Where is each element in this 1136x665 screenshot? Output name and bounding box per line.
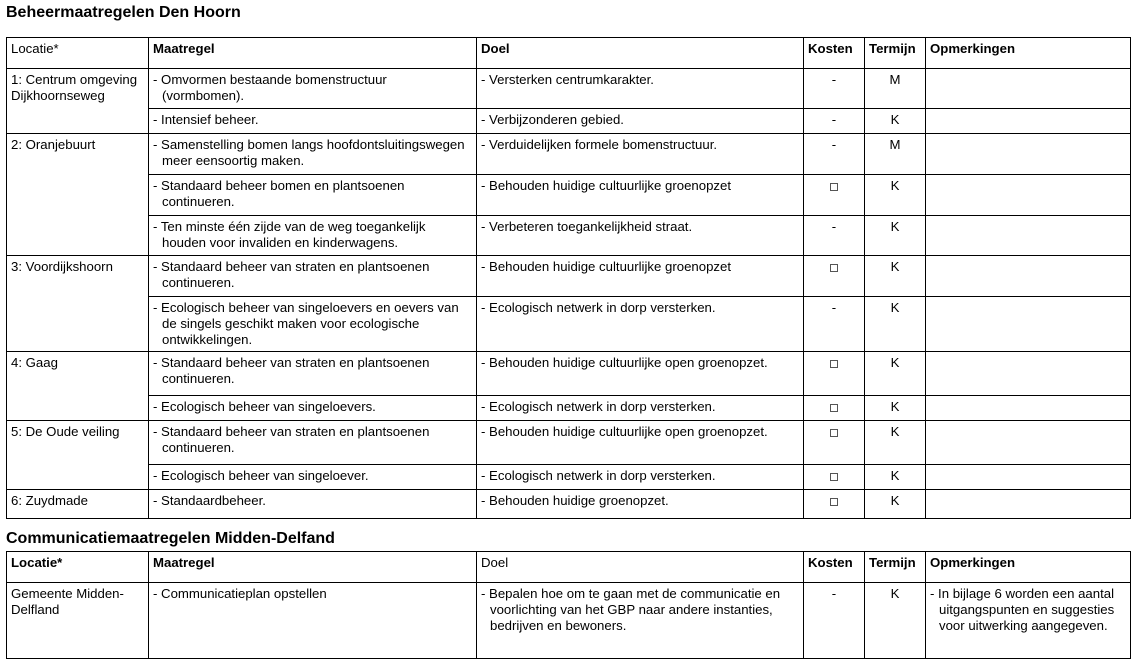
doel-cell: [477, 134, 804, 175]
maatregel-cell: [149, 69, 477, 109]
maatregel-cell: [149, 490, 477, 519]
opmerkingen-cell: [926, 256, 1131, 297]
doel-cell: [477, 465, 804, 490]
opmerkingen-cell: [926, 352, 1131, 396]
locatie-cell: 6: Zuydmade: [7, 490, 149, 519]
header-doel: Doel: [477, 552, 804, 583]
doel-cell: [477, 583, 804, 659]
termijn-cell: K: [865, 297, 926, 352]
header-kosten: Kosten: [804, 552, 865, 583]
maatregel-cell-text: - Ecologisch beheer van singeloever.: [153, 468, 369, 483]
opmerkingen-cell-text: - In bijlage 6 worden een aantal uitgangspunten en suggesties voor uitwerking aangegeven.: [930, 586, 1115, 633]
doel-cell: [477, 109, 804, 134]
locatie-cell: Gemeente Midden-Delfland: [7, 583, 149, 659]
table-row: [7, 490, 1131, 519]
locatie-cell: 5: De Oude veiling: [7, 421, 149, 490]
termijn-cell: K: [865, 216, 926, 256]
termijn-cell: K: [865, 352, 926, 396]
doel-cell: [477, 297, 804, 352]
checkbox-square-icon: [830, 473, 838, 481]
maatregel-cell: [149, 216, 477, 256]
table-row: [7, 297, 1131, 352]
header-termijn: Termijn: [865, 552, 926, 583]
maatregel-cell: [149, 396, 477, 421]
doel-cell-text: - Behouden huidige groenopzet.: [481, 493, 669, 508]
maatregel-cell-text: - Communicatieplan opstellen: [153, 586, 327, 601]
checkbox-square-icon: [830, 498, 838, 506]
opmerkingen-cell: [926, 134, 1131, 175]
termijn-cell: K: [865, 490, 926, 519]
kosten-cell: -: [804, 134, 865, 175]
table-row: [7, 134, 1131, 175]
maatregel-cell-text: - Samenstelling bomen langs hoofdontsluitingswegen meer eensoortig maken.: [153, 137, 465, 168]
kosten-cell: [804, 396, 865, 421]
table-row: [7, 583, 1131, 659]
table-row: [7, 256, 1131, 297]
checkbox-square-icon: [830, 429, 838, 437]
doel-cell: [477, 69, 804, 109]
table-row: [7, 109, 1131, 134]
termijn-cell: K: [865, 421, 926, 465]
header-kosten: Kosten: [804, 38, 865, 69]
kosten-cell: [804, 175, 865, 216]
table-row: [7, 352, 1131, 396]
doel-cell-text: - Ecologisch netwerk in dorp versterken.: [481, 468, 716, 483]
opmerkingen-cell: [926, 216, 1131, 256]
doel-cell-text: - Versterken centrumkarakter.: [481, 72, 654, 87]
doel-cell-text: - Ecologisch netwerk in dorp versterken.: [481, 300, 716, 315]
doel-cell-text: - Bepalen hoe om te gaan met de communicatie en voorlichting van het GBP naar andere instanties, bedrijven en bewoners.: [481, 586, 781, 633]
termijn-cell: K: [865, 583, 926, 659]
termijn-cell: M: [865, 134, 926, 175]
maatregel-cell-text: - Standaard beheer van straten en plantsoenen continueren.: [153, 424, 430, 455]
doel-cell-text: - Behouden huidige cultuurlijke groenopzet: [481, 259, 732, 274]
section-title-communicatiemaatregelen: Communicatiemaatregelen Midden-Delfand: [6, 530, 335, 547]
header-opmerkingen: Opmerkingen: [926, 38, 1131, 69]
termijn-cell: K: [865, 256, 926, 297]
maatregel-cell: [149, 134, 477, 175]
maatregel-cell: [149, 256, 477, 297]
maatregel-cell-text: - Standaard beheer van straten en plantsoenen continueren.: [153, 259, 430, 290]
doel-cell: [477, 421, 804, 465]
maatregel-cell-text: - Ecologisch beheer van singeloevers.: [153, 399, 376, 414]
kosten-cell: -: [804, 216, 865, 256]
termijn-cell: K: [865, 109, 926, 134]
maatregel-cell: [149, 109, 477, 134]
table-row: [7, 396, 1131, 421]
opmerkingen-cell: [926, 297, 1131, 352]
termijn-cell: K: [865, 175, 926, 216]
header-maatregel: Maatregel: [149, 38, 477, 69]
maatregel-cell-text: - Standaard beheer bomen en plantsoenen continueren.: [153, 178, 405, 209]
checkbox-square-icon: [830, 360, 838, 368]
kosten-cell: -: [804, 583, 865, 659]
kosten-cell: -: [804, 69, 865, 109]
opmerkingen-cell: [926, 396, 1131, 421]
maatregel-cell: [149, 175, 477, 216]
kosten-cell: -: [804, 109, 865, 134]
maatregel-cell: [149, 583, 477, 659]
table-row: [7, 421, 1131, 465]
locatie-cell: 4: Gaag: [7, 352, 149, 421]
kosten-cell: [804, 352, 865, 396]
table-row: [7, 175, 1131, 216]
maatregel-cell-text: - Ten minste één zijde van de weg toegankelijk houden voor invaliden en kinderwagens.: [153, 219, 426, 250]
doel-cell: [477, 216, 804, 256]
doel-cell-text: - Behouden huidige cultuurlijke open groenopzet.: [481, 424, 768, 439]
header-maatregel: Maatregel: [149, 552, 477, 583]
doel-cell: [477, 490, 804, 519]
opmerkingen-cell: [926, 109, 1131, 134]
table-row: [7, 216, 1131, 256]
doel-cell-text: - Verbijzonderen gebied.: [481, 112, 624, 127]
table-row: [7, 465, 1131, 490]
checkbox-square-icon: [830, 404, 838, 412]
kosten-cell: [804, 421, 865, 465]
communicatiemaatregelen-table: [6, 551, 1131, 659]
section-title-beheermaatregelen: Beheermaatregelen Den Hoorn: [6, 4, 241, 21]
kosten-cell: -: [804, 297, 865, 352]
maatregel-cell-text: - Ecologisch beheer van singeloevers en oevers van de singels geschikt maken voor ecologische ontwikkelingen.: [153, 300, 459, 347]
opmerkingen-cell: [926, 465, 1131, 490]
maatregel-cell: [149, 297, 477, 352]
header-opmerkingen: Opmerkingen: [926, 552, 1131, 583]
locatie-cell: 2: Oranjebuurt: [7, 134, 149, 256]
beheermaatregelen-table: [6, 37, 1131, 519]
opmerkingen-cell: [926, 490, 1131, 519]
opmerkingen-cell: [926, 175, 1131, 216]
maatregel-cell-text: - Omvormen bestaande bomenstructuur (vormbomen).: [153, 72, 387, 103]
table-header-row: [7, 38, 1131, 69]
kosten-cell: [804, 256, 865, 297]
table-row: [7, 69, 1131, 109]
termijn-cell: M: [865, 69, 926, 109]
doel-cell: [477, 396, 804, 421]
doel-cell: [477, 175, 804, 216]
doel-cell-text: - Verduidelijken formele bomenstructuur.: [481, 137, 718, 152]
locatie-cell: 1: Centrum omgeving Dijkhoornseweg: [7, 69, 149, 134]
header-locatie: Locatie*: [7, 38, 149, 69]
maatregel-cell-text: - Standaardbeheer.: [153, 493, 266, 508]
header-termijn: Termijn: [865, 38, 926, 69]
doel-cell-text: - Verbeteren toegankelijkheid straat.: [481, 219, 693, 234]
table-header-row: [7, 552, 1131, 583]
doel-cell: [477, 256, 804, 297]
maatregel-cell: [149, 352, 477, 396]
opmerkingen-cell: [926, 583, 1131, 659]
doel-cell-text: - Ecologisch netwerk in dorp versterken.: [481, 399, 716, 414]
header-locatie: Locatie*: [7, 552, 149, 583]
kosten-cell: [804, 490, 865, 519]
checkbox-square-icon: [830, 264, 838, 272]
maatregel-cell: [149, 421, 477, 465]
doel-cell: [477, 352, 804, 396]
opmerkingen-cell: [926, 421, 1131, 465]
locatie-cell: 3: Voordijkshoorn: [7, 256, 149, 352]
header-doel: Doel: [477, 38, 804, 69]
maatregel-cell: [149, 465, 477, 490]
kosten-cell: [804, 465, 865, 490]
termijn-cell: K: [865, 465, 926, 490]
maatregel-cell-text: - Intensief beheer.: [153, 112, 259, 127]
termijn-cell: K: [865, 396, 926, 421]
checkbox-square-icon: [830, 183, 838, 191]
maatregel-cell-text: - Standaard beheer van straten en plantsoenen continueren.: [153, 355, 430, 386]
doel-cell-text: - Behouden huidige cultuurlijke open groenopzet.: [481, 355, 768, 370]
doel-cell-text: - Behouden huidige cultuurlijke groenopzet: [481, 178, 732, 193]
opmerkingen-cell: [926, 69, 1131, 109]
